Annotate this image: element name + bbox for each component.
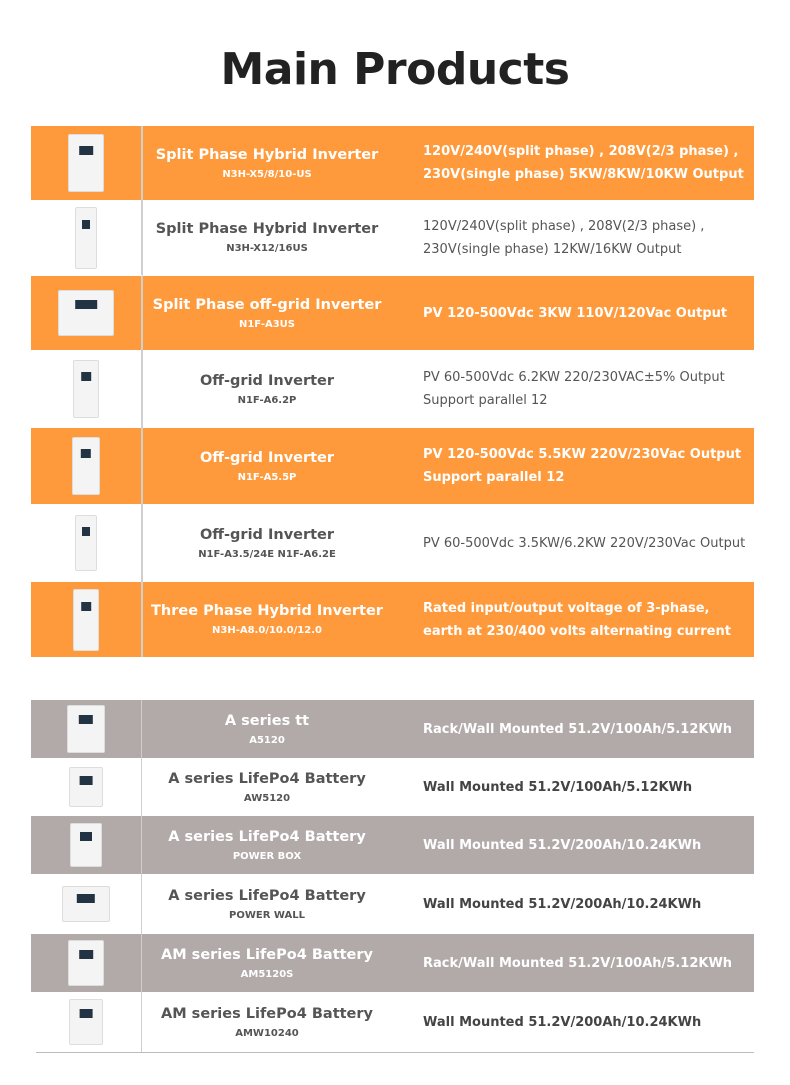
product-image-cell: [31, 992, 142, 1052]
spec-line: Support parallel 12: [423, 393, 548, 408]
product-spec: [392, 504, 754, 582]
spec-line: 120V/240V(split phase) , 208V(2/3 phase) ,: [423, 144, 739, 159]
product-image-cell: [31, 874, 142, 934]
product-spec: [392, 874, 754, 934]
product-image-cell: [31, 758, 142, 816]
product-model: N3H-X12/16US: [226, 243, 308, 254]
product-image: [67, 705, 105, 753]
product-image: [75, 207, 97, 269]
product-image-cell: [31, 700, 142, 758]
inverter-row: [31, 200, 754, 275]
product-image-cell: [31, 276, 142, 350]
product-model: AM5120S: [240, 968, 294, 980]
product-model: POWER WALL: [229, 909, 305, 921]
product-title: Three Phase Hybrid Inverter: [151, 603, 383, 619]
spec-line: PV 60-500Vdc 3.5KW/6.2KW 220V/230Vac Output: [423, 535, 746, 551]
product-title: Split Phase off-grid Inverter: [152, 296, 382, 313]
battery-row: [31, 758, 754, 816]
product-spec: [392, 992, 754, 1052]
product-title: AM series LifePo4 Battery: [160, 946, 373, 963]
product-image-cell: [31, 428, 142, 504]
product-title: A series LifePo4 Battery: [168, 887, 366, 904]
battery-row: [31, 874, 754, 934]
product-image: [68, 134, 104, 192]
product-model: AW5120: [243, 792, 291, 804]
product-title: Off-grid Inverter: [199, 449, 335, 466]
product-spec: [392, 700, 754, 758]
product-model: POWER BOX: [232, 850, 302, 862]
spec-line: Support parallel 12: [423, 470, 565, 485]
spec-line: 230V(single phase) 5KW/8KW/10KW Output: [423, 167, 744, 182]
inverter-row: [31, 504, 754, 582]
product-image-cell: [31, 126, 142, 200]
product-model: A5120: [249, 734, 285, 746]
table-bottom-line: [36, 1052, 754, 1053]
product-model: N3H-X5/8/10-US: [222, 168, 312, 180]
product-image-cell: [31, 200, 142, 275]
product-model: AMW10240: [235, 1027, 299, 1039]
battery-row: [31, 700, 754, 758]
product-model: N1F-A3US: [238, 318, 296, 330]
battery-row: [31, 934, 754, 992]
spec-line: Wall Mounted 51.2V/200Ah/10.24KWh: [423, 896, 702, 912]
product-spec: [392, 934, 754, 992]
product-image: [73, 589, 99, 651]
product-title: AM series LifePo4 Battery: [160, 1005, 373, 1022]
product-image-cell: [31, 582, 142, 657]
product-image: [73, 360, 99, 418]
spec-line: Rack/Wall Mounted 51.2V/100Ah/5.12KWh: [423, 721, 733, 737]
product-image: [62, 886, 110, 922]
product-image: [69, 767, 103, 807]
product-model: N3H-A8.0/10.0/12.0: [212, 625, 322, 636]
inverter-row: [31, 428, 754, 504]
spec-line: 120V/240V(split phase) , 208V(2/3 phase) ,: [423, 218, 705, 234]
spec-line: PV 120-500Vdc 3KW 110V/120Vac Output: [423, 305, 728, 321]
inverter-row: [31, 126, 754, 200]
spec-line: Wall Mounted 51.2V/200Ah/10.24KWh: [423, 1014, 702, 1030]
spec-line: PV 120-500Vdc 5.5KW 220V/230Vac Output: [423, 447, 742, 462]
product-spec: [392, 350, 754, 428]
product-image: [58, 290, 114, 336]
product-spec: [392, 816, 754, 874]
product-image-cell: [31, 504, 142, 582]
inverter-row: [31, 276, 754, 350]
product-spec: [392, 126, 754, 200]
product-image: [69, 999, 103, 1045]
product-image: [75, 515, 97, 571]
spec-line: Rack/Wall Mounted 51.2V/100Ah/5.12KWh: [423, 955, 733, 971]
inverter-row: [31, 582, 754, 657]
page-title: Main Products: [220, 44, 570, 95]
product-title: Split Phase Hybrid Inverter: [155, 221, 379, 237]
battery-row: [31, 816, 754, 874]
product-spec: [392, 276, 754, 350]
battery-row: [31, 992, 754, 1052]
product-title: A series tt: [224, 712, 310, 729]
product-image-cell: [31, 350, 142, 428]
inverter-row: [31, 350, 754, 428]
product-spec: [392, 428, 754, 504]
column-divider: [142, 126, 143, 657]
product-spec: [392, 758, 754, 816]
product-title: Split Phase Hybrid Inverter: [155, 146, 379, 163]
product-spec: [392, 582, 754, 657]
product-image-cell: [31, 934, 142, 992]
spec-line: PV 60-500Vdc 6.2KW 220/230VAC±5% Output: [423, 370, 725, 385]
product-image: [68, 940, 104, 986]
product-image-cell: [31, 816, 142, 874]
spec-line: Wall Mounted 51.2V/100Ah/5.12KWh: [423, 779, 693, 795]
product-title: A series LifePo4 Battery: [168, 828, 366, 845]
spec-line: 230V(single phase) 12KW/16KW Output: [423, 241, 682, 257]
product-spec: [392, 200, 754, 275]
product-model: N1F-A5.5P: [237, 471, 297, 483]
product-image: [70, 823, 102, 867]
product-model: N1F-A3.5/24E N1F-A6.2E: [198, 548, 336, 560]
product-model: N1F-A6.2P: [237, 394, 297, 406]
product-title: A series LifePo4 Battery: [168, 770, 366, 787]
product-title: Off-grid Inverter: [199, 526, 335, 543]
spec-line: earth at 230/400 volts alternating current: [423, 623, 731, 639]
spec-line: Wall Mounted 51.2V/200Ah/10.24KWh: [423, 837, 702, 853]
product-title: Off-grid Inverter: [199, 372, 335, 389]
product-image: [72, 437, 100, 495]
spec-line: Rated input/output voltage of 3-phase,: [423, 600, 710, 616]
